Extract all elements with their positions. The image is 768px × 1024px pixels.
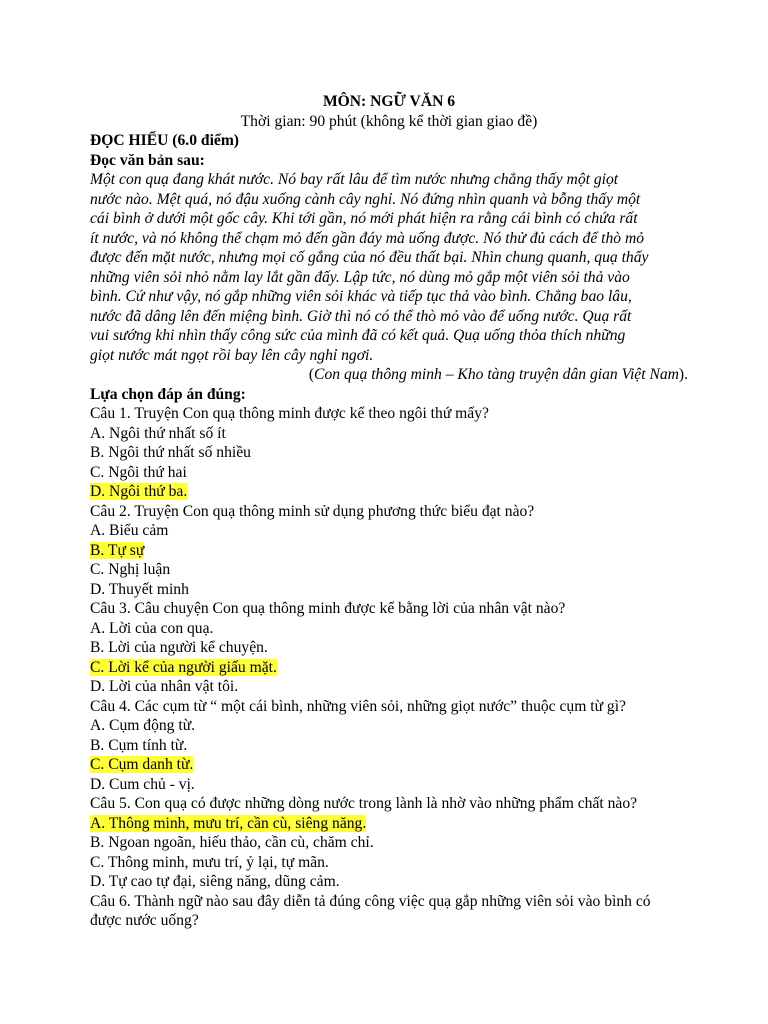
question-text: Câu 4. Các cụm từ “ một cái bình, những viên sỏi, những giọt nước” thuộc cụm từ gì? <box>90 697 626 715</box>
passage-line: ít nước, và nó không thể chạm mỏ đến gần đáy mà uống được. Nó thử đủ cách để thò mỏ <box>90 229 645 247</box>
question-4 <box>90 697 688 795</box>
answer-option <box>90 658 688 678</box>
answer-option <box>90 424 688 444</box>
highlighted-answer: B. Tự sự <box>90 541 145 559</box>
page-title: MÔN: NGỮ VĂN 6 <box>322 93 456 110</box>
answer-option <box>90 560 688 580</box>
answer-option <box>90 463 688 483</box>
answer-option <box>90 755 688 775</box>
answer-text: C. Nghị luận <box>90 561 171 578</box>
question-3 <box>90 599 688 697</box>
passage-line: vui sướng khi nhìn thấy công sức của mình đã có kết quả. Quạ uống thỏa thích những <box>90 327 626 344</box>
answer-option <box>90 677 688 697</box>
question-text: Câu 1. Truyện Con quạ thông minh được kể theo ngôi thứ mấy? <box>90 405 489 422</box>
exam-duration: Thời gian: 90 phút (không kể thời gian giao đề) <box>240 112 538 130</box>
source-title: Con quạ thông minh – Kho tàng truyện dân gian Việt Nam <box>314 366 679 383</box>
answer-text: A. Ngôi thứ nhất số ít <box>90 424 226 442</box>
passage-line: bình. Cứ như vậy, nó gắp những viên sỏi khác và tiếp tục thả vào bình. Chẳng bao lâu, <box>90 288 632 305</box>
answer-option <box>90 853 688 873</box>
question-text: Câu 5. Con quạ có được những dòng nước trong lành là nhờ vào những phẩm chất nào? <box>90 795 638 812</box>
answer-text: C. Ngôi thứ hai <box>90 463 187 481</box>
highlighted-answer: C. Lời kể của người giấu mặt. <box>90 658 277 676</box>
answer-text: A. Cụm động từ. <box>90 717 196 734</box>
answer-text: B. Lời của người kể chuyện. <box>90 639 268 656</box>
passage-line: cái bình ở dưới một gốc cây. Khi tới gần, nó mới phát hiện ra rằng cái bình có chứa rất <box>90 210 638 227</box>
question-text: Câu 2. Truyện Con quạ thông minh sử dụng phương thức biểu đạt nào? <box>90 502 535 520</box>
answer-option <box>90 541 688 561</box>
answer-option <box>90 814 688 834</box>
highlighted-answer: D. Ngôi thứ ba. <box>90 483 188 500</box>
passage-line: những viên sỏi nhỏ nằm lay lắt gần đấy. Lập tức, nó dùng mỏ gắp một viên sỏi thả vào <box>90 268 630 286</box>
passage-source <box>90 365 688 385</box>
source-close: ). <box>678 366 688 383</box>
answer-option <box>90 443 688 463</box>
answer-text: A. Biểu cảm <box>90 522 169 539</box>
answer-text: B. Ngoan ngoãn, hiếu thảo, cần cù, chăm chỉ. <box>90 834 374 851</box>
passage-line: nước nào. Mệt quá, nó đậu xuống cành cây nghỉ. Nó đứng nhìn quanh và bỗng thấy một <box>90 190 641 208</box>
answer-option <box>90 872 688 892</box>
answer-option <box>90 638 688 658</box>
choose-heading: Lựa chọn đáp án đúng: <box>90 385 246 403</box>
answer-text: D. Cum chủ - vị. <box>90 775 195 793</box>
passage-line: được đến mặt nước, nhưng mọi cố gắng của nó đều thất bại. Nhìn chung quanh, quạ thấy <box>90 249 649 266</box>
passage-line: Một con quạ đang khát nước. Nó bay rất lâu để tìm nước nhưng chẳng thấy một giọt <box>90 171 619 188</box>
answer-option <box>90 482 688 502</box>
question-6 <box>90 892 688 931</box>
passage-line: giọt nước mát ngọt rồi bay lên cây nghỉ ngơi. <box>90 346 374 364</box>
passage-line: nước đã dâng lên đến miệng bình. Giờ thì nó có thể thò mỏ vào để uống nước. Quạ rất <box>90 307 632 325</box>
section-heading: ĐỌC HIỂU (6.0 điểm) <box>90 132 240 149</box>
answer-text: C. Thông minh, mưu trí, ỷ lại, tự mãn. <box>90 853 329 871</box>
answer-text: B. Ngôi thứ nhất số nhiều <box>90 444 251 461</box>
answer-text: D. Tự cao tự đại, siêng năng, dũng cảm. <box>90 873 340 890</box>
question-text: Câu 6. Thành ngữ nào sau đây diễn tả đúng công việc quạ gắp những viên sỏi vào bình có <box>90 892 651 910</box>
answer-text: D. Lời của nhân vật tôi. <box>90 678 239 695</box>
answer-option <box>90 736 688 756</box>
question-2 <box>90 502 688 600</box>
answer-option <box>90 833 688 853</box>
highlighted-answer: C. Cụm danh từ. <box>90 756 194 773</box>
answer-option <box>90 716 688 736</box>
answer-text: B. Cụm tính từ. <box>90 736 188 754</box>
answer-text: D. Thuyết minh <box>90 580 189 598</box>
story-passage <box>90 170 688 365</box>
reading-instruction: Đọc văn bản sau: <box>90 151 205 169</box>
question-1 <box>90 404 688 502</box>
answer-option <box>90 775 688 795</box>
answer-option <box>90 619 688 639</box>
answer-option <box>90 521 688 541</box>
source-open: ( <box>308 366 315 383</box>
question-text: được nước uống? <box>90 912 199 929</box>
highlighted-answer: A. Thông minh, mưu trí, cần cù, siêng năng. <box>90 814 367 832</box>
answer-option <box>90 580 688 600</box>
question-5 <box>90 794 688 892</box>
question-text: Câu 3. Câu chuyện Con quạ thông minh được kể bằng lời của nhân vật nào? <box>90 600 566 617</box>
answer-text: A. Lời của con quạ. <box>90 619 214 637</box>
question-list <box>90 404 688 892</box>
